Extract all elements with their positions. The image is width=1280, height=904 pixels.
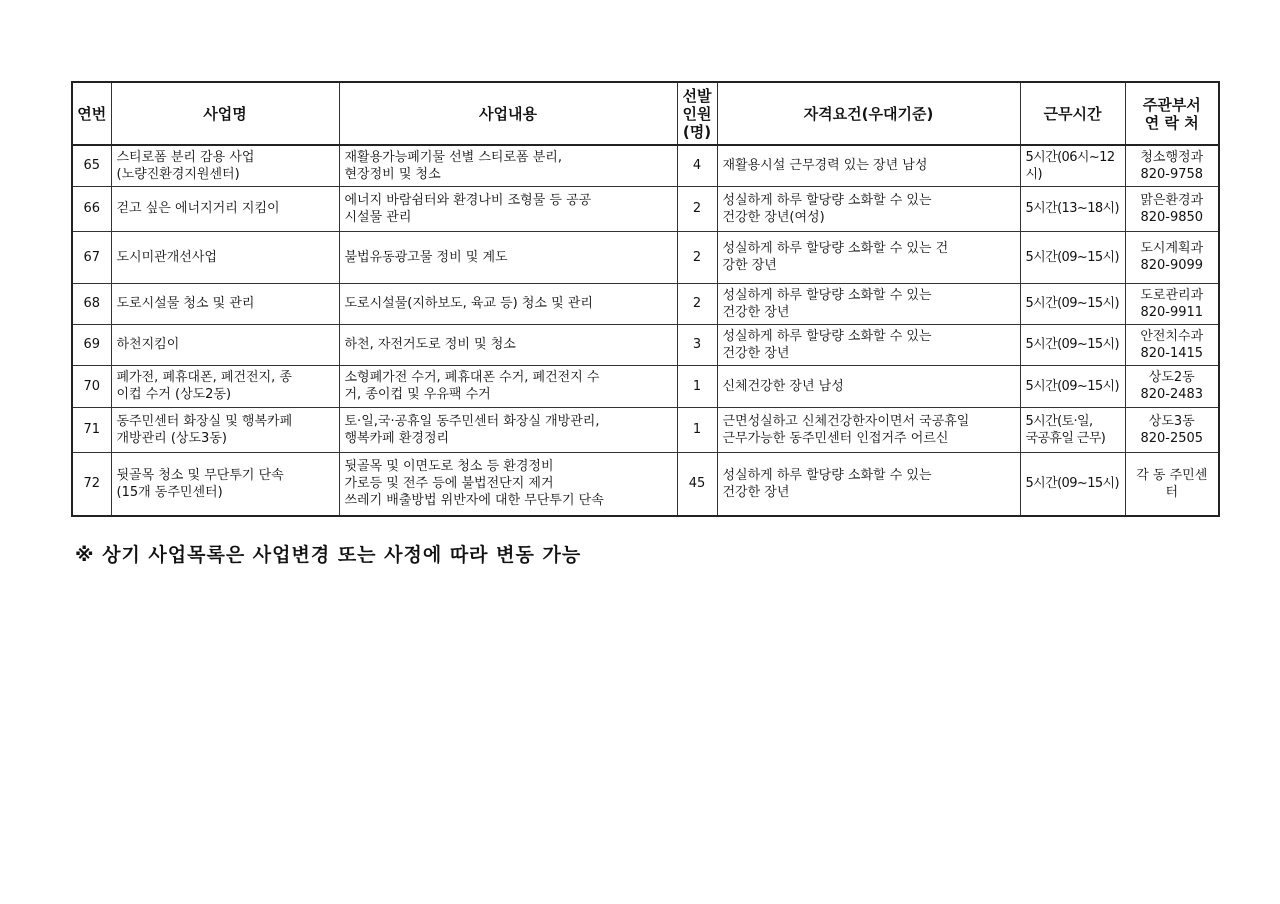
header-qualification: 자격요건(우대기준) [717,82,1020,145]
cell-contact: 각 동 주민센터 [1125,452,1219,516]
cell-contact: 상도2동 820-2483 [1125,365,1219,407]
cell-hours: 5시간(06시~12시) [1020,145,1125,186]
cell-hours: 5시간(09~15시) [1020,452,1125,516]
cell-contact: 상도3동 820-2505 [1125,407,1219,452]
cell-qualification: 성실하게 하루 할당량 소화할 수 있는 건강한 장년(여성) [717,186,1020,231]
cell-name: 도시미관개선사업 [111,231,339,283]
cell-count: 1 [677,365,717,407]
cell-name: 하천지킴이 [111,324,339,365]
jobs-table [71,81,1220,517]
cell-content: 불법유동광고물 정비 및 계도 [339,231,677,283]
cell-name: 스티로폼 분리 감용 사업 (노량진환경지원센터) [111,145,339,186]
cell-no: 70 [72,365,111,407]
table-row [72,324,1219,365]
cell-name: 동주민센터 화장실 및 행복카페 개방관리 (상도3동) [111,407,339,452]
cell-count: 2 [677,186,717,231]
cell-qualification: 재활용시설 근무경력 있는 장년 남성 [717,145,1020,186]
table-row [72,365,1219,407]
header-name: 사업명 [111,82,339,145]
header-contact: 주관부서 연 락 처 [1125,82,1219,145]
cell-name: 뒷골목 청소 및 무단투기 단속 (15개 동주민센터) [111,452,339,516]
table-row [72,452,1219,516]
cell-content: 도로시설물(지하보도, 육교 등) 청소 및 관리 [339,283,677,324]
cell-count: 45 [677,452,717,516]
cell-hours: 5시간(토·일, 국공휴일 근무) [1020,407,1125,452]
cell-content: 재활용가능폐기물 선별 스티로폼 분리, 현장정비 및 청소 [339,145,677,186]
document-page [71,81,1218,517]
cell-hours: 5시간(09~15시) [1020,283,1125,324]
cell-qualification: 신체건강한 장년 남성 [717,365,1020,407]
cell-contact: 맑은환경과 820-9850 [1125,186,1219,231]
cell-contact: 안전치수과 820-1415 [1125,324,1219,365]
cell-content: 에너지 바람쉼터와 환경나비 조형물 등 공공 시설물 관리 [339,186,677,231]
cell-hours: 5시간(13~18시) [1020,186,1125,231]
table-row [72,145,1219,186]
table-row [72,283,1219,324]
cell-no: 68 [72,283,111,324]
cell-qualification: 성실하게 하루 할당량 소화할 수 있는 건강한 장년 [717,283,1020,324]
cell-count: 3 [677,324,717,365]
table-row [72,231,1219,283]
cell-no: 72 [72,452,111,516]
cell-content: 하천, 자전거도로 정비 및 청소 [339,324,677,365]
cell-content: 소형폐가전 수거, 폐휴대폰 수거, 폐건전지 수 거, 종이컵 및 우유팩 수거 [339,365,677,407]
cell-qualification: 성실하게 하루 할당량 소화할 수 있는 건강한 장년 [717,324,1020,365]
footnote: ※ 상기 사업목록은 사업변경 또는 사정에 따라 변동 가능 [75,544,582,566]
cell-count: 1 [677,407,717,452]
table-row [72,407,1219,452]
cell-name: 도로시설물 청소 및 관리 [111,283,339,324]
cell-count: 2 [677,283,717,324]
table-header-row [72,82,1219,145]
cell-hours: 5시간(09~15시) [1020,324,1125,365]
header-hours: 근무시간 [1020,82,1125,145]
cell-hours: 5시간(09~15시) [1020,231,1125,283]
cell-content: 뒷골목 및 이면도로 청소 등 환경정비 가로등 및 전주 등에 불법전단지 제거 쓰레기 배출방법 위반자에 대한 무단투기 단속 [339,452,677,516]
header-content: 사업내용 [339,82,677,145]
table-row [72,186,1219,231]
cell-qualification: 근면성실하고 신체건강한자이면서 국공휴일 근무가능한 동주민센터 인접거주 어르신 [717,407,1020,452]
cell-name: 걷고 싶은 에너지거리 지킴이 [111,186,339,231]
header-no: 연번 [72,82,111,145]
cell-no: 69 [72,324,111,365]
cell-no: 71 [72,407,111,452]
cell-contact: 도로관리과 820-9911 [1125,283,1219,324]
header-count: 선발 인원 (명) [677,82,717,145]
cell-count: 2 [677,231,717,283]
cell-contact: 청소행정과 820-9758 [1125,145,1219,186]
cell-qualification: 성실하게 하루 할당량 소화할 수 있는 건강한 장년 [717,452,1020,516]
cell-content: 토·일,국·공휴일 동주민센터 화장실 개방관리, 행복카페 환경정리 [339,407,677,452]
cell-hours: 5시간(09~15시) [1020,365,1125,407]
cell-name: 폐가전, 폐휴대폰, 폐건전지, 종 이컵 수거 (상도2동) [111,365,339,407]
cell-contact: 도시계획과 820-9099 [1125,231,1219,283]
cell-no: 65 [72,145,111,186]
cell-count: 4 [677,145,717,186]
cell-no: 67 [72,231,111,283]
cell-no: 66 [72,186,111,231]
cell-qualification: 성실하게 하루 할당량 소화할 수 있는 건 강한 장년 [717,231,1020,283]
